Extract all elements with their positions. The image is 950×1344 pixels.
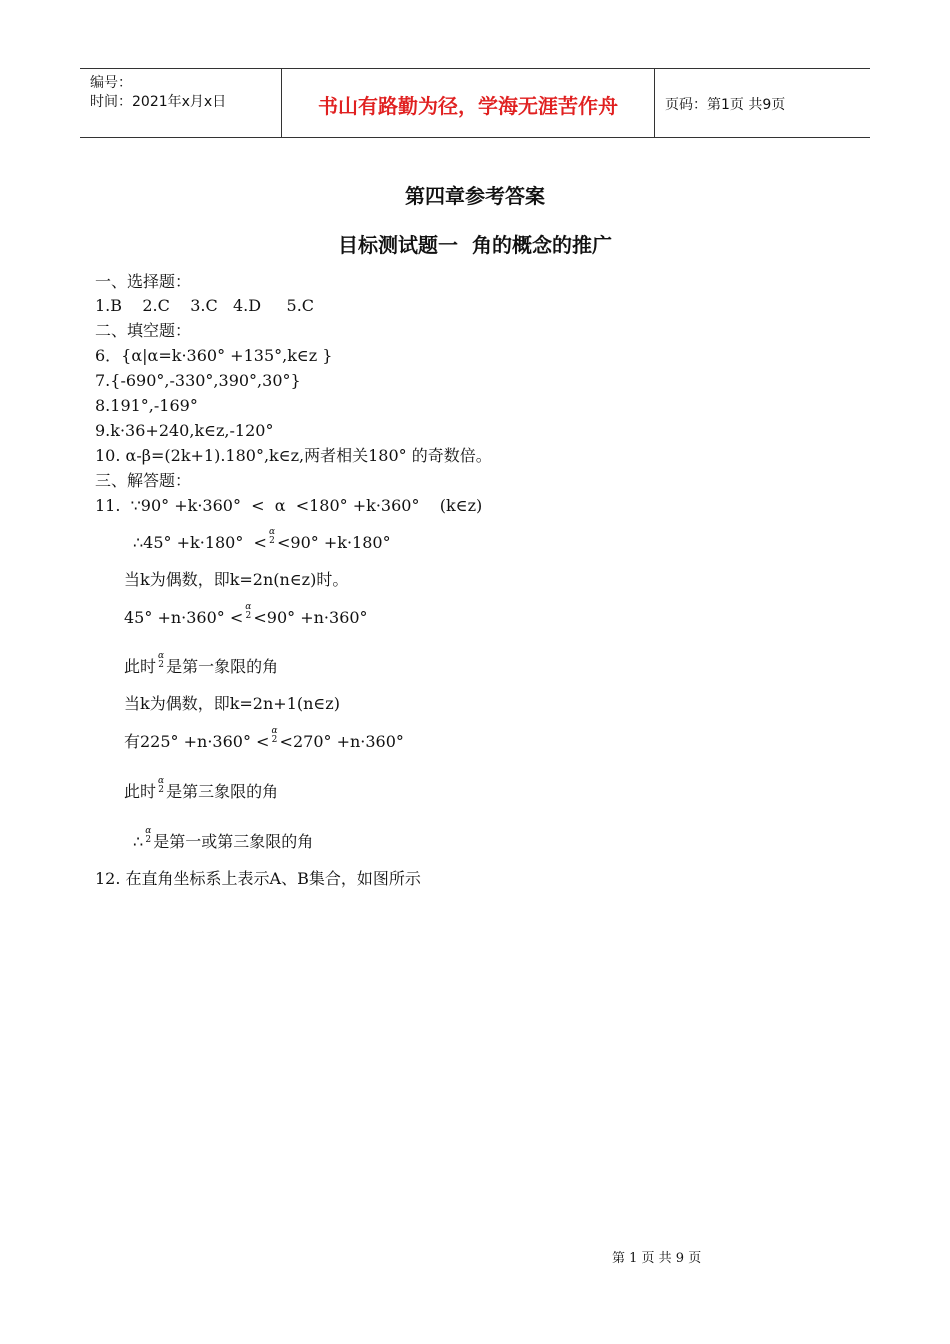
fraction-denominator: 2: [245, 611, 252, 621]
choice-answers: 1.B 2.C 3.C 4.D 5.C: [95, 296, 315, 315]
page-footer: 第 1 页 共 9 页: [612, 1251, 702, 1266]
fraction-denominator: 2: [145, 835, 152, 845]
fraction-numerator: α: [158, 651, 165, 661]
alpha-over-2-fraction: [145, 827, 151, 845]
answer-11-first-quadrant: [124, 652, 278, 677]
header-left-cell: [80, 69, 282, 137]
answer-12: 12. 在直角坐标系上表示A、B集合，如图所示: [95, 869, 421, 888]
answer-11-even-range: [124, 603, 368, 628]
alpha-over-2-fraction: [269, 528, 275, 546]
answer-11-odd-case: 当k为偶数，即k=2n+1(n∈z): [124, 694, 340, 713]
fraction-denominator: 2: [158, 785, 164, 795]
fraction-denominator: 2: [269, 536, 275, 546]
answer-11-halved-range: [133, 528, 391, 553]
halved-range-left: ∴45° +k·180° <: [133, 533, 267, 552]
even-range-left: 45° +n·360° <: [124, 608, 244, 627]
test-title: 目标测试题一 角的概念的推广: [338, 233, 612, 257]
fraction-numerator: α: [271, 726, 278, 736]
third-quadrant-prefix: 此时: [124, 782, 157, 801]
fraction-numerator: α: [245, 602, 252, 612]
answer-11-premise: 11. ∵90° +k·360° < α <180° +k·360° (k∈z): [95, 496, 483, 515]
alpha-over-2-fraction: [245, 603, 251, 621]
alpha-over-2-fraction: [158, 652, 164, 670]
answer-11-third-quadrant: [124, 777, 278, 802]
fraction-numerator: α: [268, 527, 276, 537]
odd-range-right: <270° +n·360°: [279, 732, 404, 751]
answer-11-odd-range: [124, 727, 404, 752]
conclusion-suffix: 是第一或第三象限的角: [153, 832, 314, 851]
answer-7: 7.{-690°,-330°,390°,30°}: [95, 371, 301, 390]
section-choice-heading: 一、选择题：: [95, 272, 192, 291]
first-quadrant-prefix: 此时: [124, 657, 157, 676]
alpha-over-2-fraction: [158, 777, 164, 795]
motto-text: 书山有路勤为径，学海无涯苦作舟: [318, 94, 618, 118]
section-fill-heading: 二、填空题：: [95, 321, 192, 340]
answer-11-conclusion: [133, 827, 313, 852]
alpha-over-2-fraction: [271, 727, 277, 745]
answer-6: 6．{α|α=k·360° +135°,k∈z }: [95, 346, 333, 365]
chapter-title: 第四章参考答案: [405, 184, 545, 208]
fraction-numerator: α: [158, 776, 165, 786]
number-label: 编号：: [90, 75, 132, 91]
halved-range-right: <90° +k·180°: [277, 533, 391, 552]
third-quadrant-suffix: 是第三象限的角: [166, 782, 279, 801]
odd-range-left: 有225° +n·360° <: [124, 732, 270, 751]
fraction-denominator: 2: [271, 735, 278, 745]
time-label: 时间：2021年x月x日: [90, 94, 227, 110]
fraction-denominator: 2: [158, 660, 164, 670]
header-middle-cell: [282, 69, 655, 137]
header-right-cell: [655, 69, 870, 137]
even-range-right: <90° +n·360°: [253, 608, 368, 627]
answer-9: 9.k·36+240,k∈z,-120°: [95, 421, 274, 440]
answer-11-even-case: 当k为偶数，即k=2n(n∈z)时。: [124, 570, 349, 589]
first-quadrant-suffix: 是第一象限的角: [166, 657, 279, 676]
answer-10: 10. α-β=(2k+1).180°,k∈z,两者相关180° 的奇数倍。: [95, 446, 492, 465]
fraction-numerator: α: [145, 826, 152, 836]
conclusion-prefix: ∴: [133, 832, 144, 851]
header-table: [80, 68, 870, 138]
answer-8: 8.191°,-169°: [95, 396, 198, 415]
section-solve-heading: 三、解答题：: [95, 471, 192, 490]
page-info: 页码：第1页 共9页: [665, 97, 786, 113]
